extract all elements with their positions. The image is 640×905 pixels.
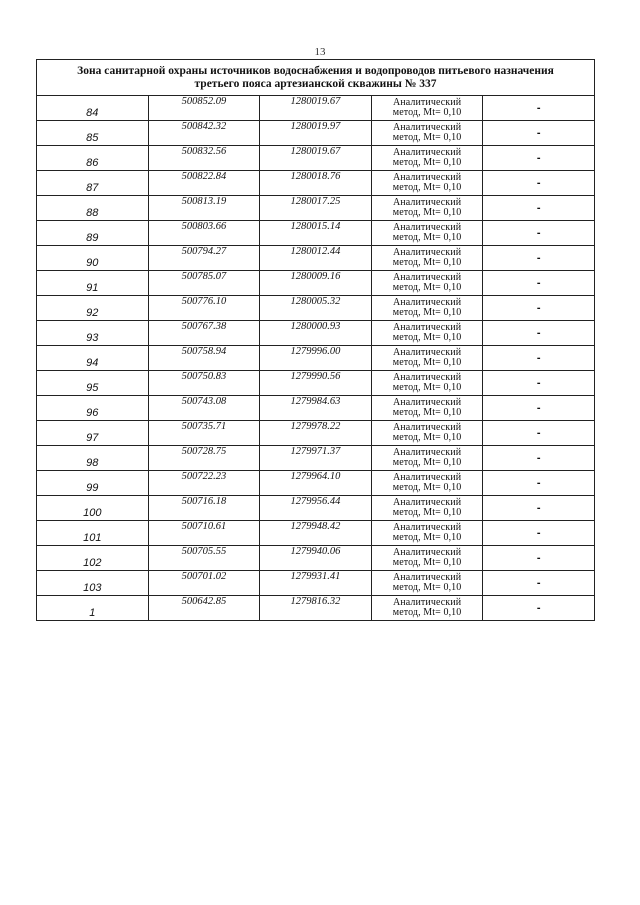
- value-cell: -: [483, 596, 595, 621]
- x-coordinate-cell: 500705.55: [148, 546, 260, 571]
- x-coordinate-cell: 500852.09: [148, 96, 260, 121]
- method-cell: [371, 396, 483, 421]
- table-row: [37, 171, 595, 196]
- x-coordinate-cell: 500710.61: [148, 521, 260, 546]
- method-line-2: метод, Mt= 0,10: [392, 357, 462, 368]
- y-coordinate-cell: 1279978.22: [260, 421, 372, 446]
- table-row: [37, 421, 595, 446]
- method-cell: [371, 446, 483, 471]
- method-line-2: метод, Mt= 0,10: [392, 332, 462, 343]
- value-cell: -: [483, 96, 595, 121]
- method-line-2: метод, Mt= 0,10: [392, 207, 462, 218]
- y-coordinate-cell: 1280009.16: [260, 271, 372, 296]
- method-line-2: метод, Mt= 0,10: [392, 157, 462, 168]
- method-cell: [371, 96, 483, 121]
- method-line-2: метод, Mt= 0,10: [392, 457, 462, 468]
- value-cell: -: [483, 571, 595, 596]
- x-coordinate-cell: 500701.02: [148, 571, 260, 596]
- method-line-1: Аналитический: [392, 146, 462, 158]
- method-line-1: Аналитический: [392, 571, 462, 583]
- method-cell: [371, 321, 483, 346]
- value-cell: -: [483, 246, 595, 271]
- value-cell: -: [483, 546, 595, 571]
- value-cell: -: [483, 171, 595, 196]
- x-coordinate-cell: 500813.19: [148, 196, 260, 221]
- x-coordinate-cell: 500785.07: [148, 271, 260, 296]
- value-cell: -: [483, 196, 595, 221]
- y-coordinate-cell: 1279971.37: [260, 446, 372, 471]
- method-line-2: метод, Mt= 0,10: [392, 232, 462, 243]
- y-coordinate-cell: 1279940.06: [260, 546, 372, 571]
- y-coordinate-cell: 1279984.63: [260, 396, 372, 421]
- method-cell: [371, 121, 483, 146]
- value-cell: -: [483, 321, 595, 346]
- table-row: [37, 396, 595, 421]
- y-coordinate-cell: 1279990.56: [260, 371, 372, 396]
- method-line-2: метод, Mt= 0,10: [392, 582, 462, 593]
- method-line-1: Аналитический: [392, 271, 462, 283]
- method-line-1: Аналитический: [392, 246, 462, 258]
- value-cell: -: [483, 221, 595, 246]
- coordinates-table: [36, 59, 595, 621]
- table-row: [37, 321, 595, 346]
- method-line-1: Аналитический: [392, 471, 462, 483]
- method-line-1: Аналитический: [392, 196, 462, 208]
- table-row: [37, 346, 595, 371]
- method-line-2: метод, Mt= 0,10: [392, 107, 462, 118]
- page-number: 13: [314, 46, 326, 58]
- table-row: [37, 521, 595, 546]
- method-line-1: Аналитический: [392, 296, 462, 308]
- method-line-1: Аналитический: [392, 421, 462, 433]
- value-cell: -: [483, 396, 595, 421]
- table-row: [37, 196, 595, 221]
- table-row: [37, 596, 595, 621]
- table-row: [37, 146, 595, 171]
- table-row: [37, 446, 595, 471]
- method-cell: [371, 471, 483, 496]
- y-coordinate-cell: 1279996.00: [260, 346, 372, 371]
- value-cell: -: [483, 521, 595, 546]
- y-coordinate-cell: 1280005.32: [260, 296, 372, 321]
- y-coordinate-cell: 1280018.76: [260, 171, 372, 196]
- method-cell: [371, 596, 483, 621]
- point-number-cell: 1: [37, 596, 149, 621]
- method-cell: [371, 346, 483, 371]
- y-coordinate-cell: 1280017.25: [260, 196, 372, 221]
- point-number-cell: 92: [37, 296, 149, 321]
- table-row: [37, 121, 595, 146]
- method-line-2: метод, Mt= 0,10: [392, 407, 462, 418]
- x-coordinate-cell: 500794.27: [148, 246, 260, 271]
- method-line-1: Аналитический: [392, 371, 462, 383]
- point-number-cell: 103: [37, 571, 149, 596]
- y-coordinate-cell: 1280015.14: [260, 221, 372, 246]
- point-number-cell: 93: [37, 321, 149, 346]
- method-line-1: Аналитический: [392, 121, 462, 133]
- method-line-2: метод, Mt= 0,10: [392, 132, 462, 143]
- method-line-1: Аналитический: [392, 446, 462, 458]
- method-line-1: Аналитический: [392, 396, 462, 408]
- method-line-1: Аналитический: [392, 321, 462, 333]
- method-cell: [371, 496, 483, 521]
- x-coordinate-cell: 500642.85: [148, 596, 260, 621]
- value-cell: -: [483, 371, 595, 396]
- method-line-1: Аналитический: [392, 546, 462, 558]
- x-coordinate-cell: 500832.56: [148, 146, 260, 171]
- x-coordinate-cell: 500822.84: [148, 171, 260, 196]
- point-number-cell: 95: [37, 371, 149, 396]
- y-coordinate-cell: 1280019.67: [260, 96, 372, 121]
- method-cell: [371, 571, 483, 596]
- y-coordinate-cell: 1279964.10: [260, 471, 372, 496]
- method-cell: [371, 546, 483, 571]
- value-cell: -: [483, 271, 595, 296]
- point-number-cell: 97: [37, 421, 149, 446]
- point-number-cell: 89: [37, 221, 149, 246]
- method-cell: [371, 196, 483, 221]
- method-line-1: Аналитический: [392, 521, 462, 533]
- method-cell: [371, 146, 483, 171]
- table-row: [37, 371, 595, 396]
- y-coordinate-cell: 1280019.97: [260, 121, 372, 146]
- method-line-2: метод, Mt= 0,10: [392, 482, 462, 493]
- point-number-cell: 100: [37, 496, 149, 521]
- table-row: [37, 296, 595, 321]
- value-cell: -: [483, 121, 595, 146]
- point-number-cell: 99: [37, 471, 149, 496]
- y-coordinate-cell: 1279956.44: [260, 496, 372, 521]
- table-body: [37, 60, 595, 621]
- point-number-cell: 90: [37, 246, 149, 271]
- method-line-2: метод, Mt= 0,10: [392, 432, 462, 443]
- table-row: [37, 271, 595, 296]
- point-number-cell: 96: [37, 396, 149, 421]
- point-number-cell: 88: [37, 196, 149, 221]
- method-cell: [371, 521, 483, 546]
- method-cell: [371, 271, 483, 296]
- value-cell: -: [483, 496, 595, 521]
- method-cell: [371, 221, 483, 246]
- x-coordinate-cell: 500743.08: [148, 396, 260, 421]
- method-line-1: Аналитический: [392, 221, 462, 233]
- method-line-1: Аналитический: [392, 171, 462, 183]
- x-coordinate-cell: 500842.32: [148, 121, 260, 146]
- method-line-2: метод, Mt= 0,10: [392, 607, 462, 618]
- table-row: [37, 96, 595, 121]
- table-row: [37, 571, 595, 596]
- x-coordinate-cell: 500735.71: [148, 421, 260, 446]
- y-coordinate-cell: 1279816.32: [260, 596, 372, 621]
- table-title: [37, 60, 595, 96]
- table-title-line-1: Зона санитарной охраны источников водоснабжения и водопроводов питьевого назначения: [77, 64, 554, 77]
- x-coordinate-cell: 500803.66: [148, 221, 260, 246]
- x-coordinate-cell: 500758.94: [148, 346, 260, 371]
- x-coordinate-cell: 500767.38: [148, 321, 260, 346]
- method-line-2: метод, Mt= 0,10: [392, 307, 462, 318]
- table-title-line-2: третьего пояса артезианской скважины № 337: [194, 77, 437, 90]
- value-cell: -: [483, 346, 595, 371]
- value-cell: -: [483, 296, 595, 321]
- method-cell: [371, 296, 483, 321]
- y-coordinate-cell: 1280000.93: [260, 321, 372, 346]
- point-number-cell: 98: [37, 446, 149, 471]
- table-row: [37, 246, 595, 271]
- x-coordinate-cell: 500716.18: [148, 496, 260, 521]
- value-cell: -: [483, 446, 595, 471]
- method-line-2: метод, Mt= 0,10: [392, 382, 462, 393]
- title-row: [37, 60, 595, 96]
- method-line-1: Аналитический: [392, 96, 462, 108]
- point-number-cell: 101: [37, 521, 149, 546]
- y-coordinate-cell: 1280012.44: [260, 246, 372, 271]
- value-cell: -: [483, 471, 595, 496]
- point-number-cell: 87: [37, 171, 149, 196]
- table-row: [37, 496, 595, 521]
- x-coordinate-cell: 500750.83: [148, 371, 260, 396]
- point-number-cell: 85: [37, 121, 149, 146]
- value-cell: -: [483, 421, 595, 446]
- table-row: [37, 221, 595, 246]
- method-cell: [371, 246, 483, 271]
- method-line-1: Аналитический: [392, 496, 462, 508]
- y-coordinate-cell: 1279948.42: [260, 521, 372, 546]
- method-line-2: метод, Mt= 0,10: [392, 557, 462, 568]
- method-line-2: метод, Mt= 0,10: [392, 507, 462, 518]
- point-number-cell: 91: [37, 271, 149, 296]
- x-coordinate-cell: 500722.23: [148, 471, 260, 496]
- point-number-cell: 86: [37, 146, 149, 171]
- method-line-2: метод, Mt= 0,10: [392, 257, 462, 268]
- point-number-cell: 84: [37, 96, 149, 121]
- method-cell: [371, 421, 483, 446]
- table-row: [37, 471, 595, 496]
- point-number-cell: 102: [37, 546, 149, 571]
- y-coordinate-cell: 1279931.41: [260, 571, 372, 596]
- value-cell: -: [483, 146, 595, 171]
- method-line-2: метод, Mt= 0,10: [392, 182, 462, 193]
- method-cell: [371, 371, 483, 396]
- point-number-cell: 94: [37, 346, 149, 371]
- method-line-2: метод, Mt= 0,10: [392, 282, 462, 293]
- method-line-1: Аналитический: [392, 596, 462, 608]
- x-coordinate-cell: 500776.10: [148, 296, 260, 321]
- table-row: [37, 546, 595, 571]
- method-line-2: метод, Mt= 0,10: [392, 532, 462, 543]
- x-coordinate-cell: 500728.75: [148, 446, 260, 471]
- method-line-1: Аналитический: [392, 346, 462, 358]
- method-cell: [371, 171, 483, 196]
- y-coordinate-cell: 1280019.67: [260, 146, 372, 171]
